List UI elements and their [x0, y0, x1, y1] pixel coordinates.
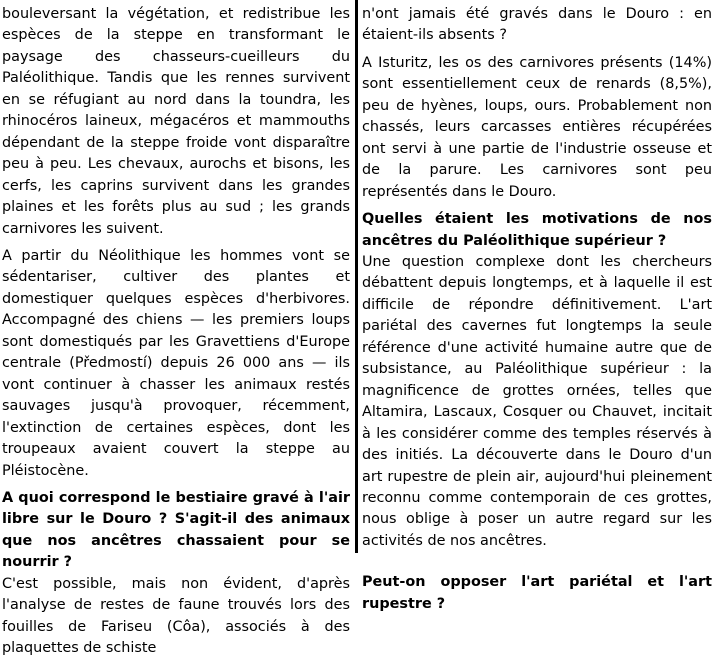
paragraph-climate-change: bouleversant la végétation, et redistribue les espèces de la steppe en transformant le paysage des chasseurs-cueilleurs du Paléolithique. Tandis que les rennes survivent en se réfugiant au nord dans la toundra, les rhinocéros laineux, mégacéros et mammouths dépendant de la steppe froide vont disparaître peu à peu. Les chevaux, aurochs et bisons, les cerfs, les caprins survivent dans les grandes plaines et les forêts plus au sud ; les grands carnivores les suivent.: [2, 6, 350, 237]
paragraph-isturitz: A Isturitz, les os des carnivores présents (14%) sont essentiellement ceux de renards (8,5%), peu de hyènes, loups, ours. Probablement non chassés, leurs carcasses entières récupérées ont servi à une partie de l'industrie osseuse et de la parure. Les carnivores sont peu représentés dans le Douro.: [362, 54, 712, 200]
paragraph-neolithic: A partir du Néolithique les hommes vont se sédentariser, cultiver des plantes et domestiquer quelques espèces d'herbivores. Accompagné des chiens — les premiers loups sont domestiqués par les Gravettiens d'Europe centrale (Předmostí) depuis 26 000 ans — ils vont continuer à chasser les animaux restés sauvages jusqu'à provoquer, récemment, l'extinction de certaines espèces, dont les troupeaux avaient couvert la steppe au Pléistocène.: [2, 247, 350, 479]
right-column: [360, 0, 715, 612]
paragraph-cave-art: Une question complexe dont les chercheurs débattent depuis longtemps, et à laquelle il est difficile de répondre définitivement. L'art pariétal des cavernes fut longtemps la seule référence d'une activité humaine autre que de subsistance, au Paléolithique supérieur : la magnificence de grottes ornées, telles que Altamira, Lascaux, Cosquer ou Chauvet, incitait à les considérer comme des temples réservés à des initiés. La découverte dans le Douro d'un art rupestre de plein air, aujourd'hui pleinement reconnu comme contemporain de ces grottes, nous oblige à poser un autre regard sur les activités de nos ancêtres.: [362, 253, 712, 549]
question-parietal-rupestre: Peut-on opposer l'art pariétal et l'art rupestre ?: [362, 574, 712, 612]
paragraph-douro-absent: n'ont jamais été gravés dans le Douro : en étaient-ils absents ?: [362, 6, 712, 44]
question-motivations: Quelles étaient les motivations de nos ancêtres du Paléolithique supérieur ?: [362, 211, 712, 249]
section-spacer: [362, 558, 712, 572]
column-divider: [355, 0, 358, 553]
left-column: [0, 0, 353, 657]
question-bestiary: A quoi correspond le bestiaire gravé à l'air libre sur le Douro ? S'agit-il des animaux que nos ancêtres chassaient pour se nourrir ?: [2, 489, 350, 571]
paragraph-fariseu: C'est possible, mais non évident, d'après l'analyse de restes de faune trouvés lors des fouilles de Fariseu (Côa), associés à des plaquettes de schiste: [2, 575, 350, 657]
